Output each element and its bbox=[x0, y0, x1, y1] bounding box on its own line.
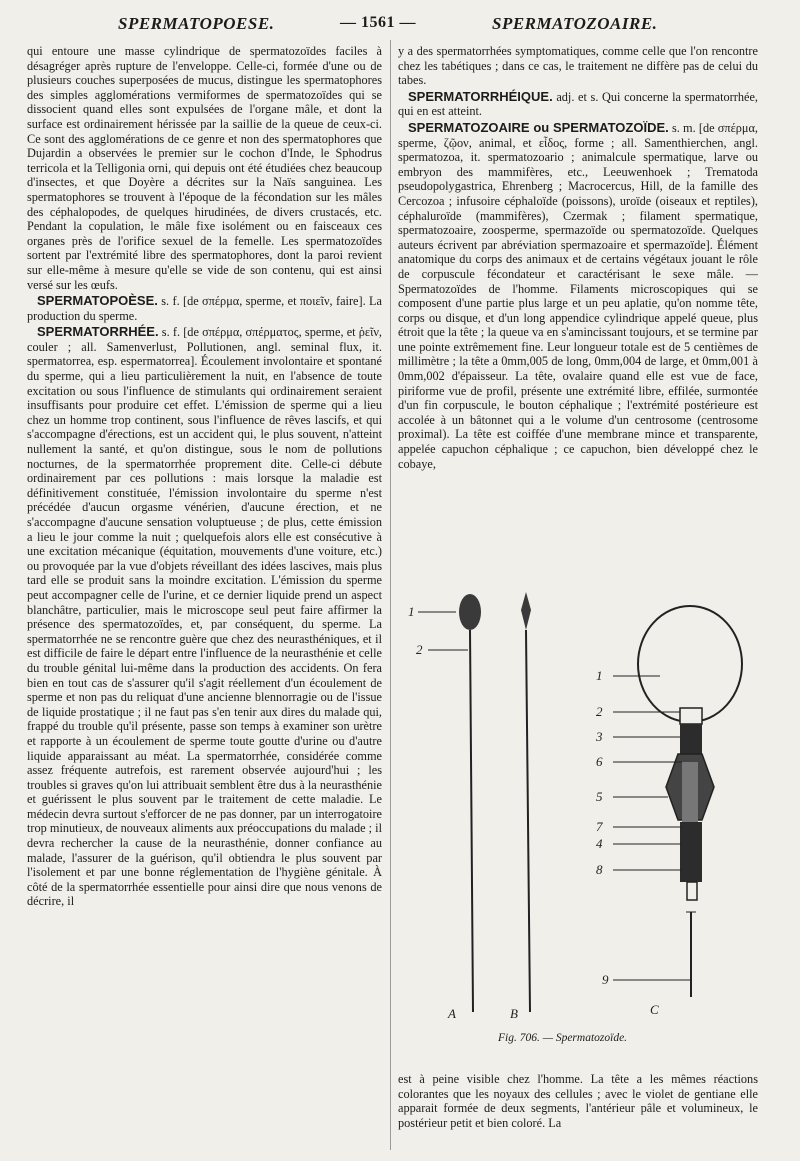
panel-label-b: B bbox=[510, 1006, 518, 1021]
label-c-8: 8 bbox=[596, 862, 603, 877]
entry-definition: s. f. [de σπέρμα, σπέρματος, sperme, et ῥεῖν, couler ; all. Samenverlust, Pollutionen, angl. seminal flux, it. spermatorrea, esp. espermatorrea]. Écoulement involontaire et spontané du sperme, qui a lieu particulièrement la nuit, en l'absence de toute excitation ou sous l'influence de stimulants qui ordinairement seraient insuffisants pour produire cet effet. L'émission de sperme qui a lieu chez un homme trop continent, sous l'influence de rêves lascifs, et qui s'accompagne d'érections, est un accident qui, le plus souvent, n'atteint nullement la santé, et qu'on distingue, sous le nom de pollutions nocturnes, de la spermatorrhée proprement dite. Celle-ci débute ordinairement par ces pollutions : mais lorsque la maladie est définitivement constituée, l'émission involontaire du sperme n'est précédée d'aucun orgasme vénérien, d'aucune érection, et ne s'accompagne d'aucune sensation voluptueuse ; de plus, cette émission a lieu le jour comme la nuit ; quelquefois alors elle est consécutive à une excitation mécanique (équitation, mouvements d'une voiture, etc.) ou provoquée par la vue d'objets réveillant des idées lascives, mais plus tard elle se produit sans la moindre excitation. L'émission du sperme peut accompagner celle de l'urine, et ce dernier liquide prend un aspect blanchâtre, particulier, mais le microscope seul peut faire affirmer la présence des spermatozoïdes, et, par conséquent, du sperme. La spermatorrhée ne se rencontre guère que chez des neurasthéniques, et il est difficile de faire le départ entre l'influence de la neurasthénie et celle du trouble génital lui-même dans la production des accidents. On fera bien en tout cas de s'assurer qu'il s'agit réellement d'un écoulement de sperme et non pas du reliquat d'une ancienne blennorragie ou de l'issue de liquide prostatique ; il ne faut pas s'en tenir aux dires du malade qui, frappé du trouble qu'il présente, passe son temps à examiner son urètre et rapporte à un écoulement de sperme toute goutte d'urine ou d'autre liquide apparaissant au méat. La spermatorrhée, considérée comme assez fréquente autrefois, est rarement observée aujourd'hui ; les troubles si graves qu'on lui attribuait semblent être dus à la neurasthénie et guérissent le plus souvent par le traitement de cette maladie. Le médecin devra surtout s'efforcer de ne pas donner, par un interrogatoire trop minutieux, de nouveaux aliments aux préoccupations du malade ; il devra rechercher la cause de la neurasthénie, donner confiance au malade, l'assurer de la guérison, qu'il obtiendra le plus souvent par l'isolement et par une bonne réglementation de l'hygiène génitale. À côté de la spermatorrhée essentielle pour ainsi dire que nous venons de décrire, il bbox=[27, 325, 382, 909]
label-c-5: 5 bbox=[596, 789, 603, 804]
page-number: — 1561 — bbox=[340, 14, 416, 31]
label-c-9: 9 bbox=[602, 972, 609, 987]
panel-label-c: C bbox=[650, 1002, 659, 1017]
right-column-top bbox=[398, 44, 758, 574]
column-divider bbox=[390, 40, 391, 1150]
label-a-2: 2 bbox=[416, 642, 423, 657]
paragraph-after-figure: est à peine visible chez l'homme. La tête a les mêmes réactions colorantes que les noyaux des cellules ; avec le violet de gentiane elle apparait formée de deux segments, l'antérieur pâle et volumineux, le postérieur petit et bien coloré. La bbox=[398, 1072, 758, 1130]
entry-term: SPERMATOPOÈSE. bbox=[37, 293, 158, 309]
paragraph-spermatophores: qui entoure une masse cylindrique de spermatozoïdes faciles à désagréger après rupture de l'enveloppe. Celle-ci, formée d'une ou de plusieurs couches superposées de mucus, distingue les spermatophores des simples agglomérations vermiformes de spermatozoïdes qui se dissocient quand elles sont expulsées de l'organe mâle, et dont la surface est ordinairement hérissée par la saillie de la queue de ceux-ci. Ce sont des agglomérations de ce genre et non des spermatophores que Dujardin a observées le premier sur le cochon d'Inde, le Sphodrus terricola et la Telligonia orni, qui depuis ont été étudiées chez beaucoup d'insectes, et que Doyère a décrites sur la Naïs sanguinea. Les spermatophores se trouvent à l'époque de la fécondation sur les mâles des céphalopodes, de quelques hirudinées, de divers crustacés, etc. Pendant la copulation, le mâle fixe isolément ou en faisceaux ces organes près de l'orifice sexuel de la femelle. Les spermatozoïdes sortent par l'extrémité libre des spermatophores, dont la paroi revient sur elle-même à mesure qu'elle se vide de son contenu, qui est ainsi versé sur les œufs. bbox=[27, 44, 382, 292]
right-column-bottom bbox=[398, 1072, 758, 1152]
label-c-4: 4 bbox=[596, 836, 603, 851]
figure-spermatozoide bbox=[398, 582, 758, 1062]
entry-term: SPERMATOZOAIRE ou SPERMATOZOÏDE. bbox=[408, 119, 669, 135]
entry-spermatorrhee bbox=[27, 325, 382, 909]
paragraph-continuation: y a des spermatorrhées symptomatiques, comme celle que l'on rencontre chez les tabétiques ; dans ce cas, le traitement ne diffère pas de celui du tabes. bbox=[398, 44, 758, 88]
entry-term: SPERMATORRHÉE. bbox=[37, 324, 159, 340]
panel-a-drawing bbox=[418, 594, 481, 1012]
entry-spermatozoaire bbox=[398, 121, 758, 471]
label-c-7: 7 bbox=[596, 819, 603, 834]
panel-c-drawing bbox=[613, 606, 742, 997]
entry-spermatorrheique bbox=[398, 90, 758, 119]
figure-caption: Fig. 706. — Spermatozoïde. bbox=[498, 1032, 628, 1044]
label-c-2: 2 bbox=[596, 704, 603, 719]
entry-definition: s. m. [de σπέρμα, sperme, ζῷον, animal, et εἶδος, forme ; all. Samenthierchen, angl. spermatozoa, it. spermatozoario ; animalcule spermatique, larve ou embryon des mammifères, etc., Leeuwenhoek ; Trematoda pseudopolygastrica, Ehrenberg ; Macrocercus, Hill, de la famille des Cercozoa ; infusoire céphaloïde (poissons), uroïde (oiseaux et reptiles), céphaluroïde (mammifères), Czermak ; filament spermatique, spermatozoaire, zoosperme, spermazoïde ou spermatozoïde. Quelques auteurs écrivent par abréviation spermazoaire et spermazoïde]. Élément anatomique du corps des animaux et de certains végétaux jouant le rôle de corpuscule fécondateur et caractérisant le sexe mâle. — Spermatozoïdes de l'homme. Filaments microscopiques qui se composent d'une partie plus large et un peu aplatie, qu'on nomme tête, corps ou disque, et d'un long appendice cylindrique appelé queue, plus étroit que la tête ; la queue va en s'amincissant toujours, et se termine par une pointe extrêmement fine. Leur longueur totale est de 5 centièmes de millimètre ; la tête a 0mm,005 de long, 0mm,004 de large, et 0mm,001 à 0mm,002 d'épaisseur. La tête, ovalaire quand elle est vue de face, piriforme vue de profil, présente une extrémité libre, effilée, surmontée d'un fin corpuscule, le bouton céphalique ; l'extrémité postérieure est accolée à un bâtonnet qui a le volume d'un centrosome (centrosome proximal). La tête est coiffée d'une membrane mince et transparente, appelée capuchon céphalique ; ce capuchon, bien développé chez le cobaye, bbox=[398, 120, 758, 471]
label-c-3: 3 bbox=[596, 729, 603, 744]
entry-definition: s. f. [de σπέρμα, sperme, et ποιεῖν, faire]. La production du sperme. bbox=[27, 294, 382, 323]
entry-term: SPERMATORRHÉIQUE. bbox=[408, 88, 553, 104]
running-head-left: SPERMATOPOESE. bbox=[118, 14, 275, 33]
panel-label-a: A bbox=[448, 1006, 456, 1021]
label-c-1: 1 bbox=[596, 668, 603, 683]
label-a-1: 1 bbox=[408, 604, 415, 619]
panel-b-drawing bbox=[521, 592, 531, 1012]
label-c-6: 6 bbox=[596, 754, 603, 769]
entry-definition: adj. et s. Qui concerne la spermatorrhée, qui en est atteint. bbox=[398, 89, 758, 119]
spermatozoon-illustration bbox=[398, 582, 758, 1052]
running-head-right: SPERMATOZOAIRE. bbox=[492, 14, 658, 33]
entry-spermatopoese bbox=[27, 294, 382, 323]
left-column bbox=[27, 44, 382, 1149]
